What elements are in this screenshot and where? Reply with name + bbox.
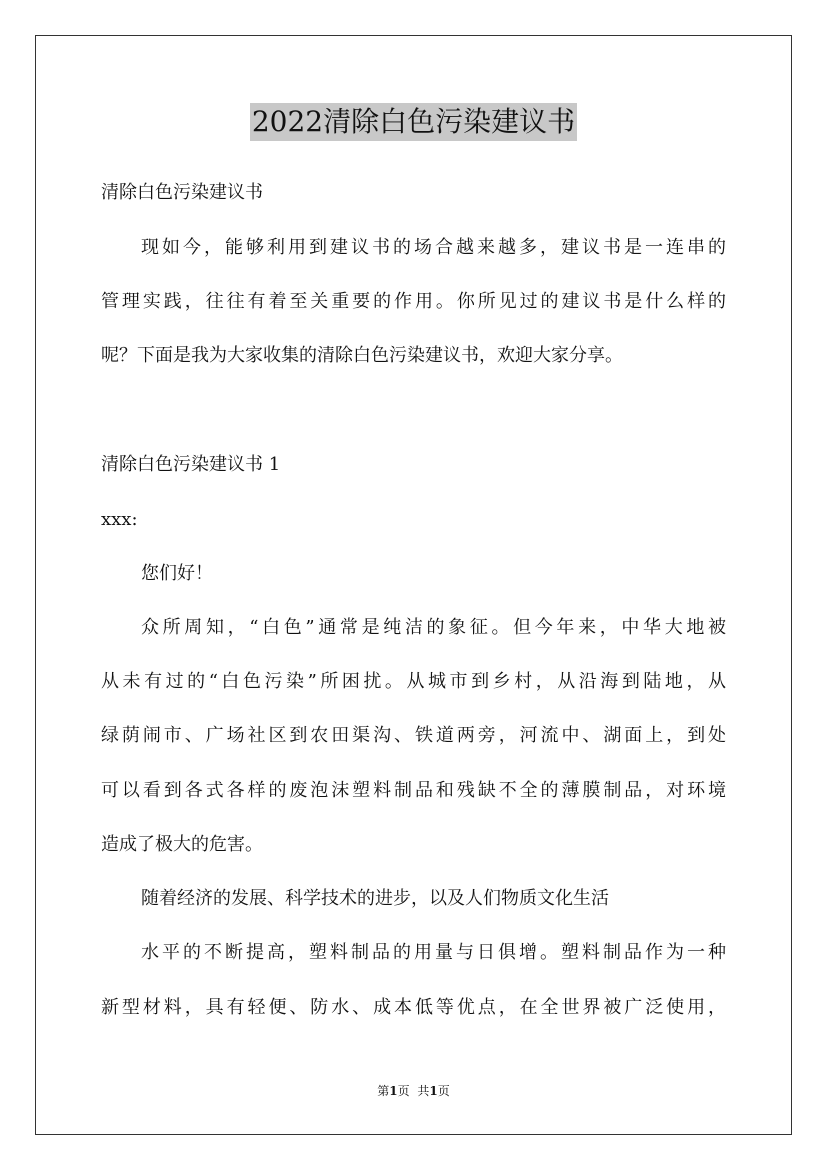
footer-page-label: 第 xyxy=(377,1084,390,1098)
para1-line-2: 从未有过的“白色污染”所困扰。从城市到乡村，从沿海到陆地，从 xyxy=(101,671,726,692)
para1-line-4: 可以看到各式各样的废泡沫塑料制品和残缺不全的薄膜制品，对环境 xyxy=(101,780,726,801)
para3-line-2: 新型材料，具有轻便、防水、成本低等优点，在全世界被广泛使用， xyxy=(101,997,726,1018)
footer-page-number: 1 xyxy=(389,1084,398,1098)
document-subtitle: 清除白色污染建议书 xyxy=(101,182,263,203)
footer-total-label: 共 xyxy=(417,1084,430,1098)
footer-total-suffix: 页 xyxy=(437,1084,450,1098)
para1-line-5: 造成了极大的危害。 xyxy=(101,834,263,855)
para1-line-1: 众所周知，“白色”通常是纯洁的象征。但今年来，中华大地被 xyxy=(141,617,726,638)
greeting: 您们好！ xyxy=(141,563,213,584)
intro-line-3: 呢？下面是我为大家收集的清除白色污染建议书，欢迎大家分享。 xyxy=(101,345,623,366)
section-heading: 清除白色污染建议书 1 xyxy=(101,454,281,475)
intro-line-2: 管理实践，往往有着至关重要的作用。你所见过的建议书是什么样的 xyxy=(101,291,726,312)
para3-line-1: 水平的不断提高，塑料制品的用量与日俱增。塑料制品作为一种 xyxy=(141,942,726,963)
footer-total-number: 1 xyxy=(429,1084,438,1098)
intro-line-1: 现如今，能够利用到建议书的场合越来越多，建议书是一连串的 xyxy=(141,237,726,258)
page-footer xyxy=(0,1082,827,1100)
document-title: 2022清除白色污染建议书 xyxy=(250,103,577,141)
footer-page-suffix: 页 xyxy=(397,1084,410,1098)
salutation: xxx: xyxy=(101,509,138,530)
para1-line-3: 绿荫闹市、广场社区到农田渠沟、铁道两旁，河流中、湖面上，到处 xyxy=(101,725,726,746)
para2-line-1: 随着经济的发展、科学技术的进步，以及人们物质文化生活 xyxy=(141,888,609,909)
title-wrap xyxy=(0,103,827,141)
